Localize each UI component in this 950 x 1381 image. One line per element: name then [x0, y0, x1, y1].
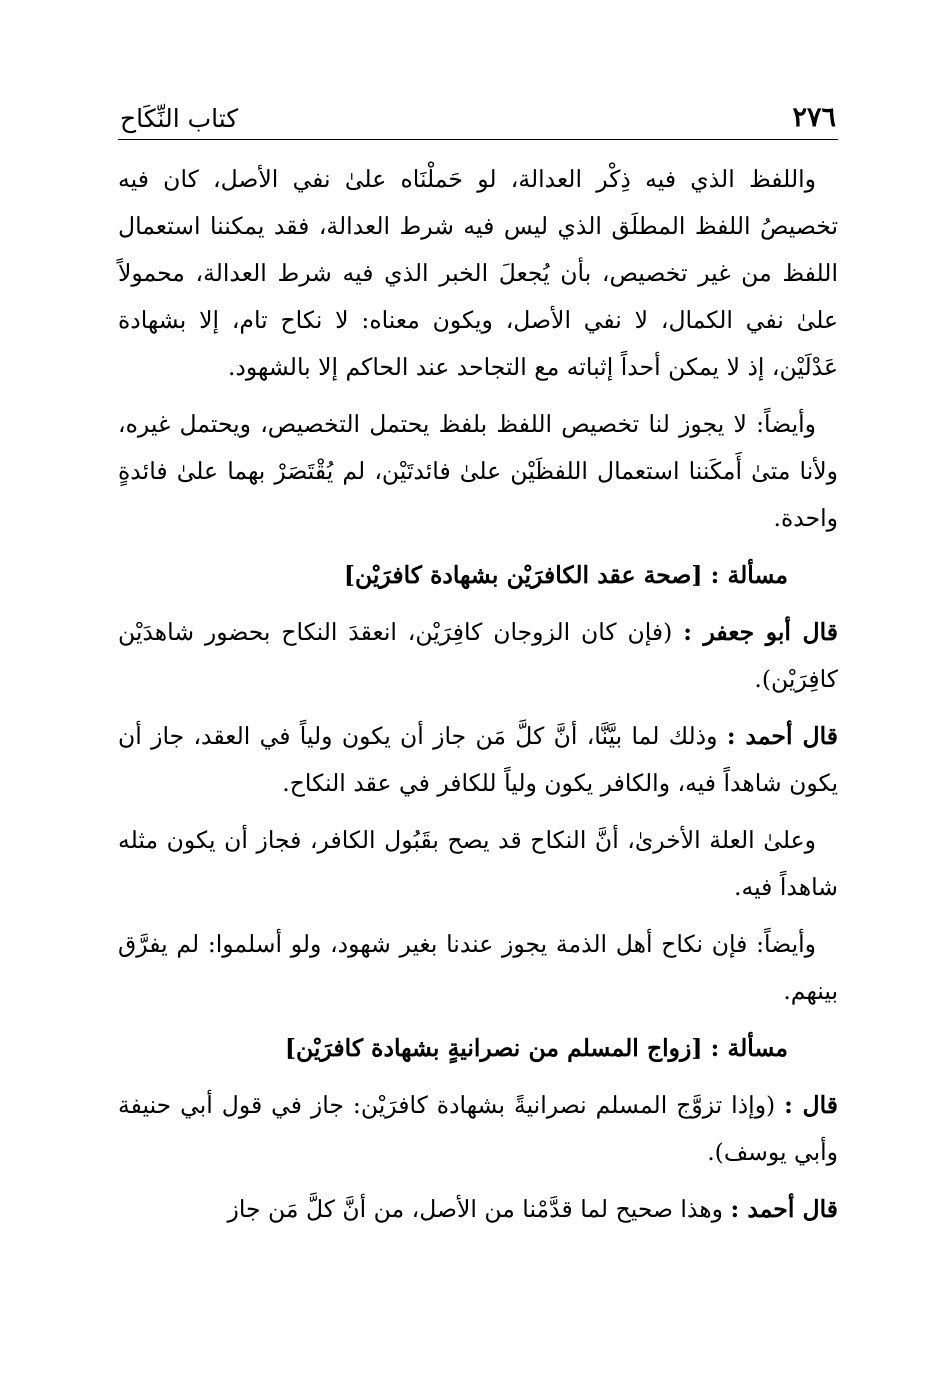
paragraph-ahmad-1 — [118, 713, 838, 807]
paragraph-illa-ukhra: وعلىٰ العلة الأخرىٰ، أنَّ النكاح قد يصح بقَبُول الكافر، فجاز أن يكون مثله شاهداً فيه. — [118, 826, 838, 901]
speaker-qal: قال : — [784, 1091, 838, 1119]
book-page — [118, 88, 838, 1243]
page-number: ٢٧٦ — [792, 102, 836, 133]
commentary-ahmad-1: وذلك لما بيَّنَّا، أنَّ كلَّ مَن جاز أن يكون ولياً في العقد، جاز أن يكون شاهداً فيه، والكافر يكون ولياً للكافر في عقد النكاح. — [118, 722, 838, 797]
masala-heading-2 — [118, 1025, 838, 1072]
speaker-abu-jafar: قال أبو جعفر : — [683, 618, 838, 646]
paragraph-adala: واللفظ الذي فيه ذِكْر العدالة، لو حَملْنَاه علىٰ نفي الأصل، كان فيه تخصيصُ اللفظ المطلَق الذي ليس فيه شرط العدالة، فقد يمكننا استعمال اللفظ من غير تخصيص، بأن يُجعلَ الخبر الذي فيه شرط العدالة، محمولاً علىٰ نفي الكمال، لا نفي الأصل، ويكون معناه: لا نكاح تام، إلا بشهادة عَدْلَيْن، إذ لا يمكن أحداً إثباته مع التجاحد عند الحاكم إلا بالشهود. — [118, 165, 838, 381]
commentary-ahmad-2: وهذا صحيح لما قدَّمْنا من الأصل، من أنَّ كلَّ مَن جاز — [227, 1195, 724, 1223]
speaker-ahmad-2: قال أحمد : — [730, 1195, 838, 1223]
paragraph-qal — [118, 1082, 838, 1176]
paragraph-abu-jafar — [118, 609, 838, 703]
masala-title: [زواج المسلم من نصرانيةٍ بشهادة كافرَيْن] — [284, 1034, 703, 1062]
masala-label: مسألة : — [710, 1034, 788, 1062]
book-title: كتاب النِّكَاح — [120, 104, 239, 133]
paragraph-takhsis: وأيضاً: لا يجوز لنا تخصيص اللفظ بلفظ يحتمل التخصيص، ويحتمل غيره، ولأنا متىٰ أَمكَننا استعمال اللفظَيْن علىٰ فائدتَيْن، لم يُقْتَصَرْ بهما علىٰ فائدةٍ واحدة. — [118, 410, 838, 532]
running-head — [118, 88, 838, 140]
body-text — [118, 156, 838, 1233]
quote-abu-jafar: (فإن كان الزوجان كافِرَيْن، انعقدَ النكاح بحضور شاهدَيْن كافِرَيْن). — [118, 618, 838, 693]
paragraph-ahmad-2 — [118, 1186, 838, 1233]
speaker-ahmad-1: قال أحمد : — [726, 722, 838, 750]
masala-title: [صحة عقد الكافرَيْن بشهادة كافرَيْن] — [343, 561, 703, 589]
masala-heading-1 — [118, 552, 838, 599]
paragraph-ahl-dhimma: وأيضاً: فإن نكاح أهل الذمة يجوز عندنا بغير شهود، ولو أسلموا: لم يفرَّق بينهم. — [118, 930, 838, 1005]
quote-qal: (وإذا تزوَّج المسلم نصرانيةً بشهادة كافرَيْن: جاز في قول أبي حنيفة وأبي يوسف). — [118, 1091, 838, 1166]
masala-label: مسألة : — [710, 561, 788, 589]
